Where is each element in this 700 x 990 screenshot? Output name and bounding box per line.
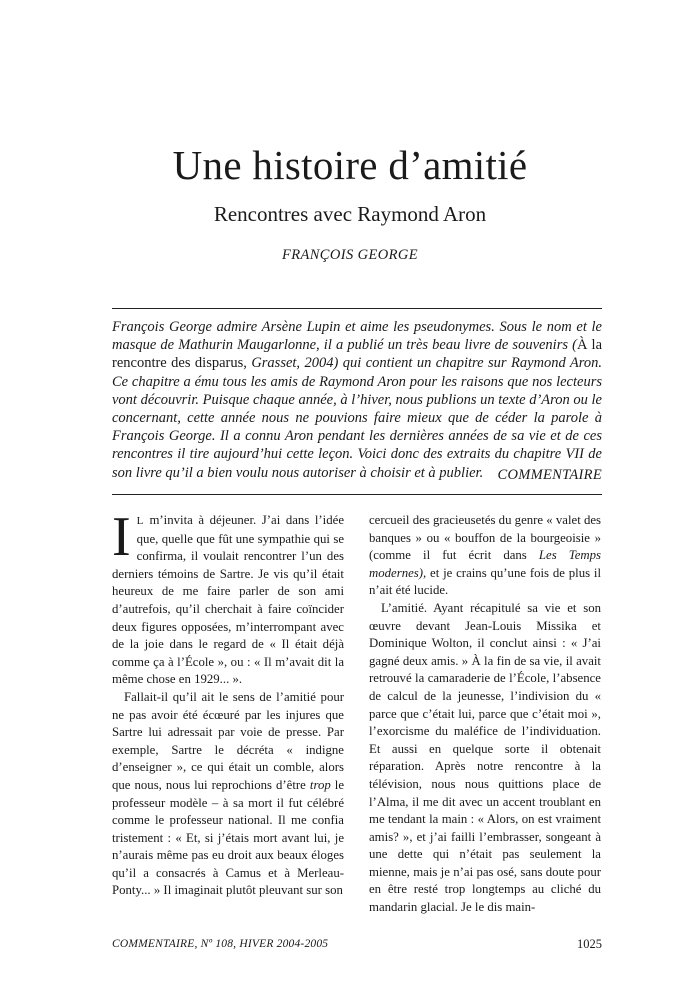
body-paragraph-3-emphasis: Les Temps modernes), — [369, 548, 601, 580]
body-column-left — [112, 506, 345, 900]
body-paragraph-1 — [112, 506, 344, 689]
abstract-bottom-rule — [112, 494, 602, 495]
body-paragraph-2-text-b: le professeur modèle – à sa mort il fut célébré comme le professeur national. Il me confia tristement : « Et, si j’étais mort avant lui, je n’aurais même pas eu droit aux beaux éloges qu’il a consacrés à Camus et à Merleau-Ponty... » Il imaginait plutôt pleuvant sur son — [112, 777, 345, 898]
body-paragraph-3-text-b: et je crains qu’une fois de plus il n’ait été lucide. — [369, 565, 601, 598]
abstract-top-rule — [112, 308, 602, 309]
body-paragraph-2-text-a: Fallait-il qu’il ait le sens de l’amitié pour ne pas avoir été écœuré par les injures que Sartre lui adressait par voie de presse. Par exemple, Sartre le décréta « indigne d’enseigner », ce qui était un comble, alors que nous, nous lui reprochions d’être — [112, 689, 344, 792]
article-author: FRANÇOIS GEORGE — [281, 247, 419, 263]
abstract-signature: COMMENTAIRE — [497, 467, 602, 483]
drop-cap: I — [112, 506, 131, 568]
article-title: Une histoire d’amitié — [172, 142, 528, 188]
body-paragraph-2-emphasis: trop — [309, 777, 331, 792]
abstract-text-part2: Grasset, 2004) qui contient un chapitre sur Raymond Aron. Ce chapitre a ému tous les amis de Raymond Aron pour les raisons que nos lecteurs vont découvrir. Puisque chaque année, à l’hiver, nous publions un texte d’Aron ou le concernant, cette année nous ne pouvions faire mieux que de céder la parole à François George. Il a connu Aron pendant les dernières années de sa vie et de ces rencontres il tire aujourd’hui cette leçon. Voici donc des extraits du chapitre VII de son livre qu’il a bien voulu nous autoriser à choisir et à publier. — [112, 355, 602, 481]
body-paragraph-4: L’amitié. Ayant récapitulé sa vie et son œuvre devant Jean-Louis Missika et Dominique Wolton, il conclut ainsi : « J’ai gagné deux amis. » À la fin de sa vie, il avait retrouvé la camaraderie de l’École, l’absence de calcul de la jeunesse, l’indivision du « parce que c’était lui, parce que c’était moi », l’exorcisme du maléfice de l’individuation. Et aussi en quelque sorte il obtenait réparation. Après notre rencontre à la télévision, nous nous quittions place de l’Alma, il me dit avec un accent troublant en me tendant la main : « Alors, on est vraiment amis? », et j’ai failli l’embrasser, songeant à une dette qui n’était pas seulement la mienne, mais je n’ai pas osé, sans doute pour en être resté trop longtemps au cliché du mandarin glacial. Je le dis main- — [369, 600, 601, 915]
body-paragraph-2 — [112, 689, 344, 900]
page-number: 1025 — [577, 937, 602, 951]
abstract-book-title: À la rencontre des disparus, — [112, 337, 603, 372]
article-subtitle: Rencontres avec Raymond Aron — [213, 202, 487, 226]
smallcaps-lead: L — [136, 515, 144, 527]
body-paragraph-1-text: m’invita à déjeuner. J’ai dans l’idée que, quelle que fût une sympathie qui se confirma, il voulait rencontrer l’un des derniers témoins de Sartre. Je vis qu’il était heureux de me faire parler de son ami d’autrefois, qu’il cherchait à faire coïncider deux figures opposées, m’interrompant avec de la joie dans le regard de « Il était déjà comme ça à l’École », ou : « Il m’avait dit la même chose en 1929... ». — [112, 513, 344, 687]
abstract-text-part1: François George admire Arsène Lupin et aime les pseudonymes. Sous le nom et le masque de Mathurin Maugarlonne, il a publié un très beau livre de souvenirs ( — [112, 319, 602, 354]
journal-footer: COMMENTAIRE, Nº 108, HIVER 2004-2005 — [112, 938, 329, 950]
body-paragraph-3 — [369, 512, 601, 600]
body-column-right — [369, 512, 601, 917]
body-paragraph-3-text-a: cercueil des gracieusetés du genre « valet des banques » ou « bouffon de la bourgeoisie » (comme il fut écrit dans — [369, 513, 602, 563]
editorial-abstract — [112, 318, 602, 482]
